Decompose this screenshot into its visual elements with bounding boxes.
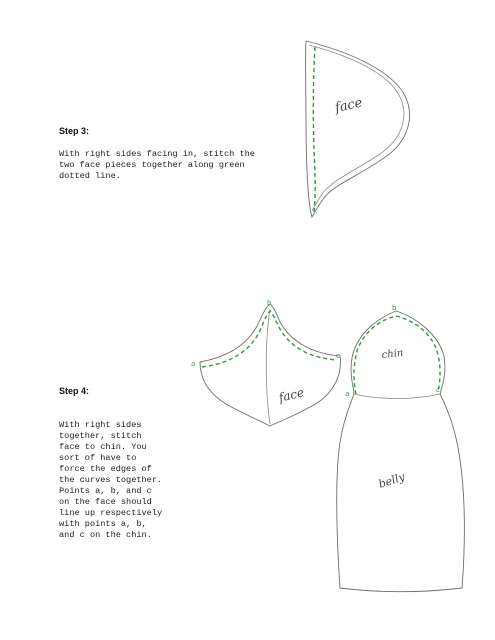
face-front-outline [200,304,340,426]
belly-label: belly [376,470,407,491]
step4-line: With right sides [59,420,142,430]
face-point-a: a [191,360,196,368]
face-point-b: b [267,299,272,307]
step4-line: Points a, b, and c [59,486,152,496]
step3-heading: Step 3: [59,126,90,136]
step4-line: the curves together. [59,475,163,485]
step4-line: force the edges of [59,464,152,474]
face-side-outline-outer [306,41,410,217]
step4-line: together, stitch [59,431,142,441]
step4-line: and c on the chin. [59,530,152,540]
face-side-stitch-line [313,47,315,212]
step3-line: dotted line. [59,171,121,181]
chin-point-a: a [345,390,350,398]
face-front-center-seam [266,309,270,424]
chin-point-b: b [392,304,397,312]
step4-line: with points a, b, [59,519,147,529]
step4-line: face to chin. You [59,442,147,452]
chin-point-c: c [436,386,440,394]
chin-neck-seam [354,394,440,399]
face-side-outline-inner [309,45,404,211]
step4-heading: Step 4: [59,386,90,396]
face-side-piece [306,41,410,217]
step4-line: on the face should [59,497,152,507]
face-front-label: face [277,385,306,405]
step3-line: With right sides facing in, stitch the [59,149,255,159]
face-front-piece [191,299,340,426]
face-point-c: c [336,352,340,360]
step4-line: sort of have to [59,453,137,463]
step3-line: two face pieces together along green [59,160,245,170]
face-front-stitch-line [202,311,336,367]
step4-line: line up respectively [59,508,163,518]
chin-belly-piece [337,304,465,592]
chin-label: chin [381,347,404,361]
face-side-label: face [333,95,364,116]
